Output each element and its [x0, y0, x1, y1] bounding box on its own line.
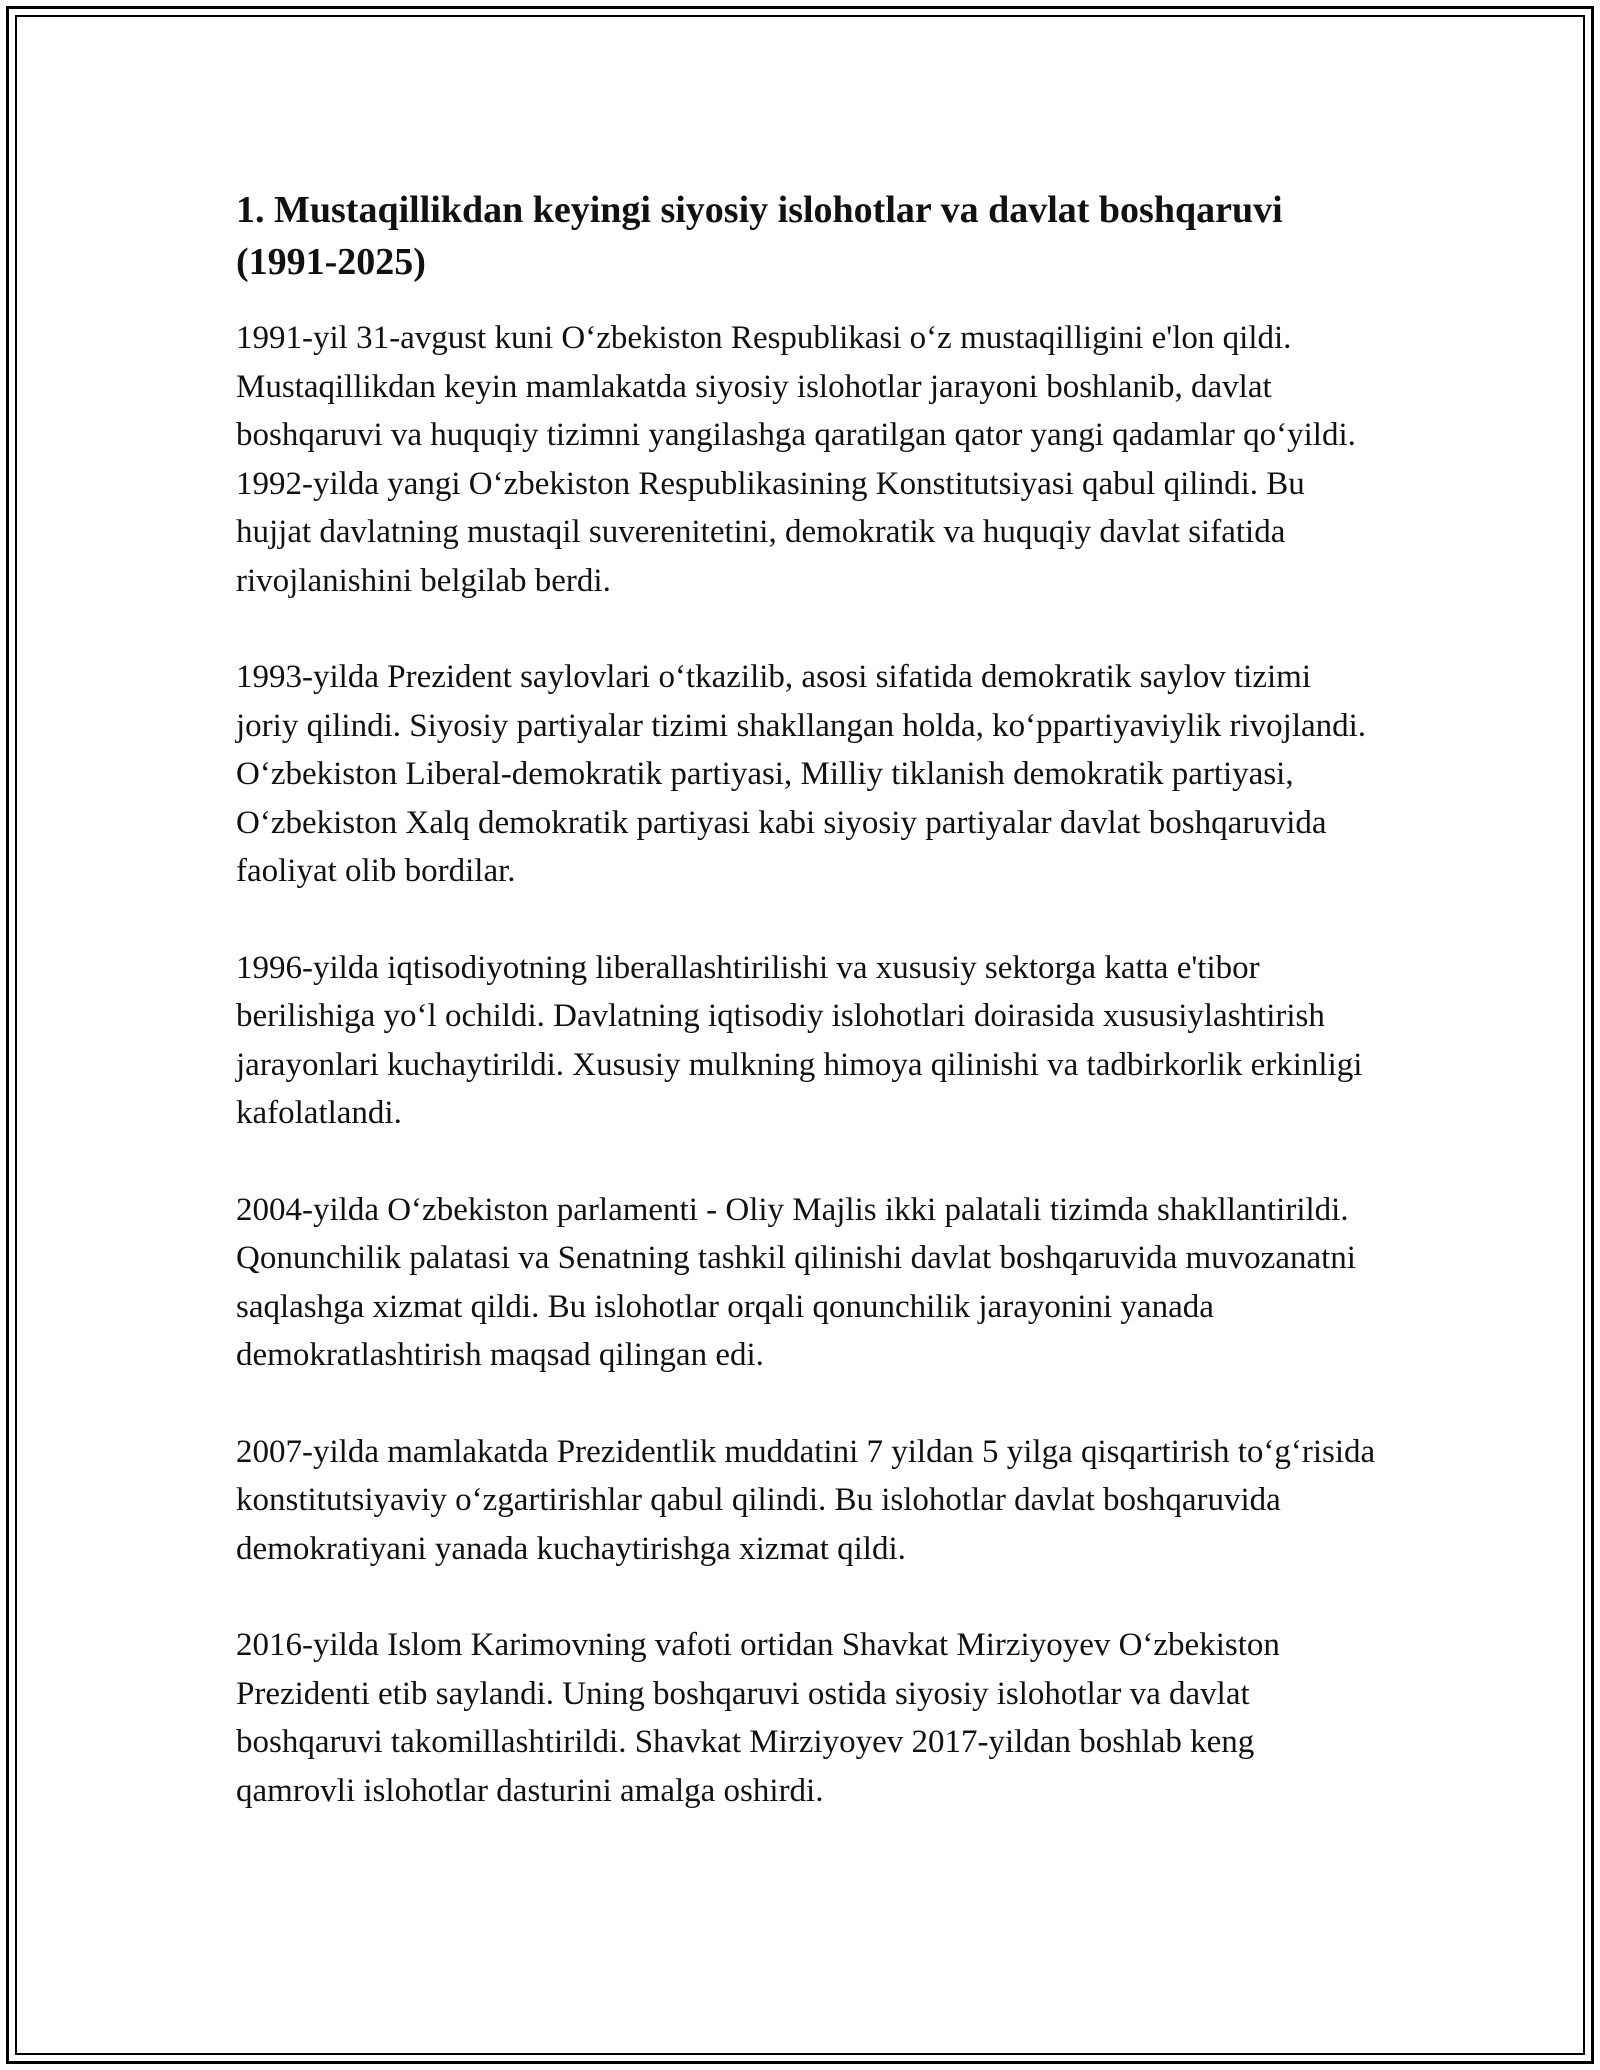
paragraph-constitution-amendments: 2007-yilda mamlakatda Prezidentlik muddatini 7 yildan 5 yilga qisqartirish to‘g‘risida konstitutsiyaviy o‘zgartirishlar qabul qilindi. Bu islohotlar davlat boshqaruvida demokratiyani yanada kuchaytirishga xizmat qildi. [236, 1433, 1376, 1567]
paragraph-mirziyoyev: 2016-yilda Islom Karimovning vafoti ortidan Shavkat Mirziyoyev O‘zbekiston Prezidenti etib saylandi. Uning boshqaruvi ostida siyosiy islohotlar va davlat boshqaruvi takomillashtirildi. Shavkat Mirziyoyev 2017-yildan boshlab keng qamrovli islohotlar dasturini amalga oshirdi. [236, 1627, 1280, 1809]
section-heading: 1. Mustaqillikdan keyingi siyosiy islohotlar va davlat boshqaruvi (1991-2025) [236, 189, 1283, 283]
document-body [236, 184, 1376, 1863]
paragraph-elections: 1993-yilda Prezident saylovlari o‘tkazilib, asosi sifatida demokratik saylov tizimi joriy qilindi. Siyosiy partiyalar tizimi shakllangan holda, ko‘ppartiyaviylik rivojlandi. O‘zbekiston Liberal-demokratik partiyasi, Milliy tiklanish demokratik partiyasi, O‘zbekiston Xalq demokratik partiyasi kabi siyosiy partiyalar davlat boshqaruvida faoliyat olib bordilar. [236, 659, 1367, 889]
paragraph-independence: 1991-yil 31-avgust kuni O‘zbekiston Respublikasi o‘z mustaqilligini e'lon qildi. Mustaqillikdan keyin mamlakatda siyosiy islohotlar jarayoni boshlanib, davlat boshqaruvi va huquqiy tizimni yangilashga qaratilgan qator yangi qadamlar qo‘yildi. 1992-yilda yangi O‘zbekiston Respublikasining Konstitutsiyasi qabul qilindi. Bu hujjat davlatning mustaqil suverenitetini, demokratik va huquqiy davlat sifatida rivojlanishini belgilab berdi. [236, 320, 1356, 599]
paragraph-parliament: 2004-yilda O‘zbekiston parlamenti - Oliy Majlis ikki palatali tizimda shakllantirildi. Qonunchilik palatasi va Senatning tashkil qilinishi davlat boshqaruvida muvozanatni saqlashga xizmat qildi. Bu islohotlar orqali qonunchilik jarayonini yanada demokratlashtirish maqsad qilingan edi. [236, 1191, 1356, 1373]
paragraph-economy: 1996-yilda iqtisodiyotning liberallashtirilishi va xususiy sektorga katta e'tibor berilishiga yo‘l ochildi. Davlatning iqtisodiy islohotlari doirasida xususiylashtirish jarayonlari kuchaytirildi. Xususiy mulkning himoya qilinishi va tadbirkorlik erkinligi kafolatlandi. [236, 949, 1363, 1131]
